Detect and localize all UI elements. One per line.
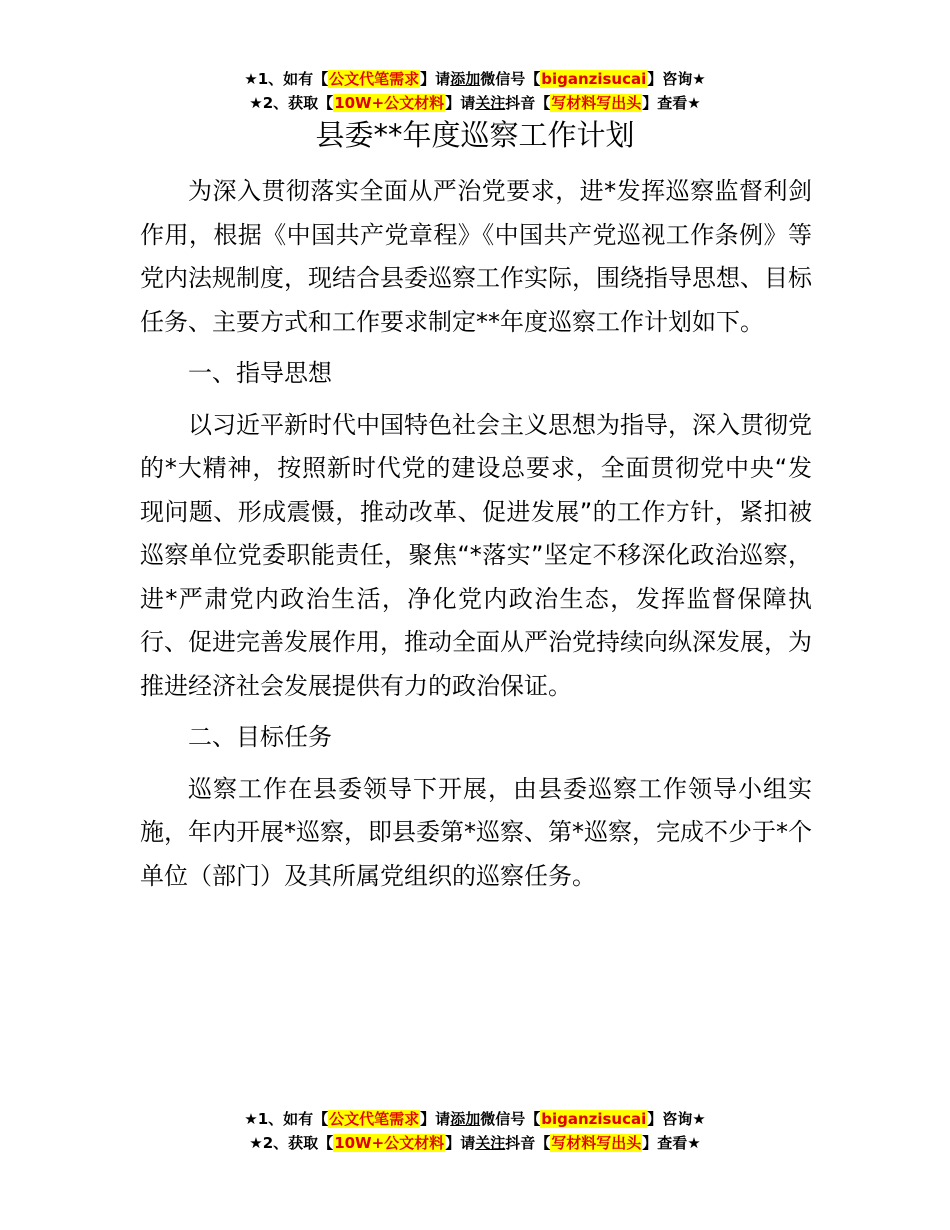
banner-text: ★1、如有【: [244, 1110, 329, 1128]
banner-highlight: biganzisucai: [541, 70, 647, 88]
banner-text: 微信号【: [480, 70, 541, 88]
paragraph-guiding-ideology: 以习近平新时代中国特色社会主义思想为指导，深入贯彻党的*大精神，按照新时代党的建设总要求，全面贯彻党中央“发现问题、形成震慑，推动改革、促进发展”的工作方针，紧扣被巡察单位党委职能责任，聚焦“*落实”坚定不移深化政治巡察，进*严肃党内政治生活，净化党内政治生态，发挥监督保障执行、促进完善发展作用，推动全面从严治党持续向纵深发展，为推进经济社会发展提供有力的政治保证。: [140, 410, 812, 700]
banner-text: ★1、如有【: [244, 70, 329, 88]
banner-underlined-text: 添加: [450, 1110, 481, 1128]
banner-highlight: 公文代笔需求: [329, 1110, 420, 1128]
bottom-banner: [0, 1107, 950, 1155]
banner-highlight: 写材料写出头: [551, 1134, 642, 1152]
banner-highlight: 10W+公文材料: [334, 94, 445, 112]
paragraph-goals-tasks: 巡察工作在县委领导下开展，由县委巡察工作领导小组实施，年内开展*巡察，即县委第*巡察、第*巡察，完成不少于*个单位（部门）及其所属党组织的巡察任务。: [140, 774, 812, 890]
banner-underlined-text: 添加: [450, 70, 481, 88]
banner-text: 】请: [445, 94, 476, 112]
section-heading-goals-tasks: 二、目标任务: [188, 723, 332, 751]
banner-text: 】请: [445, 1134, 476, 1152]
banner-text: ★2、获取【: [249, 1134, 334, 1152]
paragraph-intro: 为深入贯彻落实全面从严治党要求，进*发挥巡察监督利剑作用，根据《中国共产党章程》《中国共产党巡视工作条例》等党内法规制度，现结合县委巡察工作实际，围绕指导思想、目标任务、主要方式和工作要求制定**年度巡察工作计划如下。: [140, 177, 812, 336]
banner-text: 】咨询★: [647, 70, 706, 88]
banner-text: ★2、获取【: [249, 94, 334, 112]
top-banner-line-1: [0, 67, 950, 91]
banner-text: 微信号【: [480, 1110, 541, 1128]
bottom-banner-line-1: [0, 1107, 950, 1131]
banner-text: 】咨询★: [647, 1110, 706, 1128]
banner-text: 】请: [420, 70, 451, 88]
top-banner: [0, 67, 950, 115]
document-body: [140, 170, 812, 906]
banner-highlight: 写材料写出头: [551, 94, 642, 112]
banner-text: 】请: [420, 1110, 451, 1128]
banner-underlined-text: 关注: [475, 1134, 506, 1152]
section-heading-guiding-ideology: 一、指导思想: [188, 359, 332, 387]
banner-text: 抖音【: [505, 1134, 551, 1152]
banner-highlight: 公文代笔需求: [329, 70, 420, 88]
document-title: 县委**年度巡察工作计划: [315, 118, 635, 152]
banner-text: 抖音【: [505, 94, 551, 112]
banner-underlined-text: 关注: [475, 94, 506, 112]
bottom-banner-line-2: [0, 1131, 950, 1155]
top-banner-line-2: [0, 91, 950, 115]
banner-highlight: biganzisucai: [541, 1110, 647, 1128]
banner-text: 】查看★: [642, 94, 701, 112]
banner-highlight: 10W+公文材料: [334, 1134, 445, 1152]
banner-text: 】查看★: [642, 1134, 701, 1152]
